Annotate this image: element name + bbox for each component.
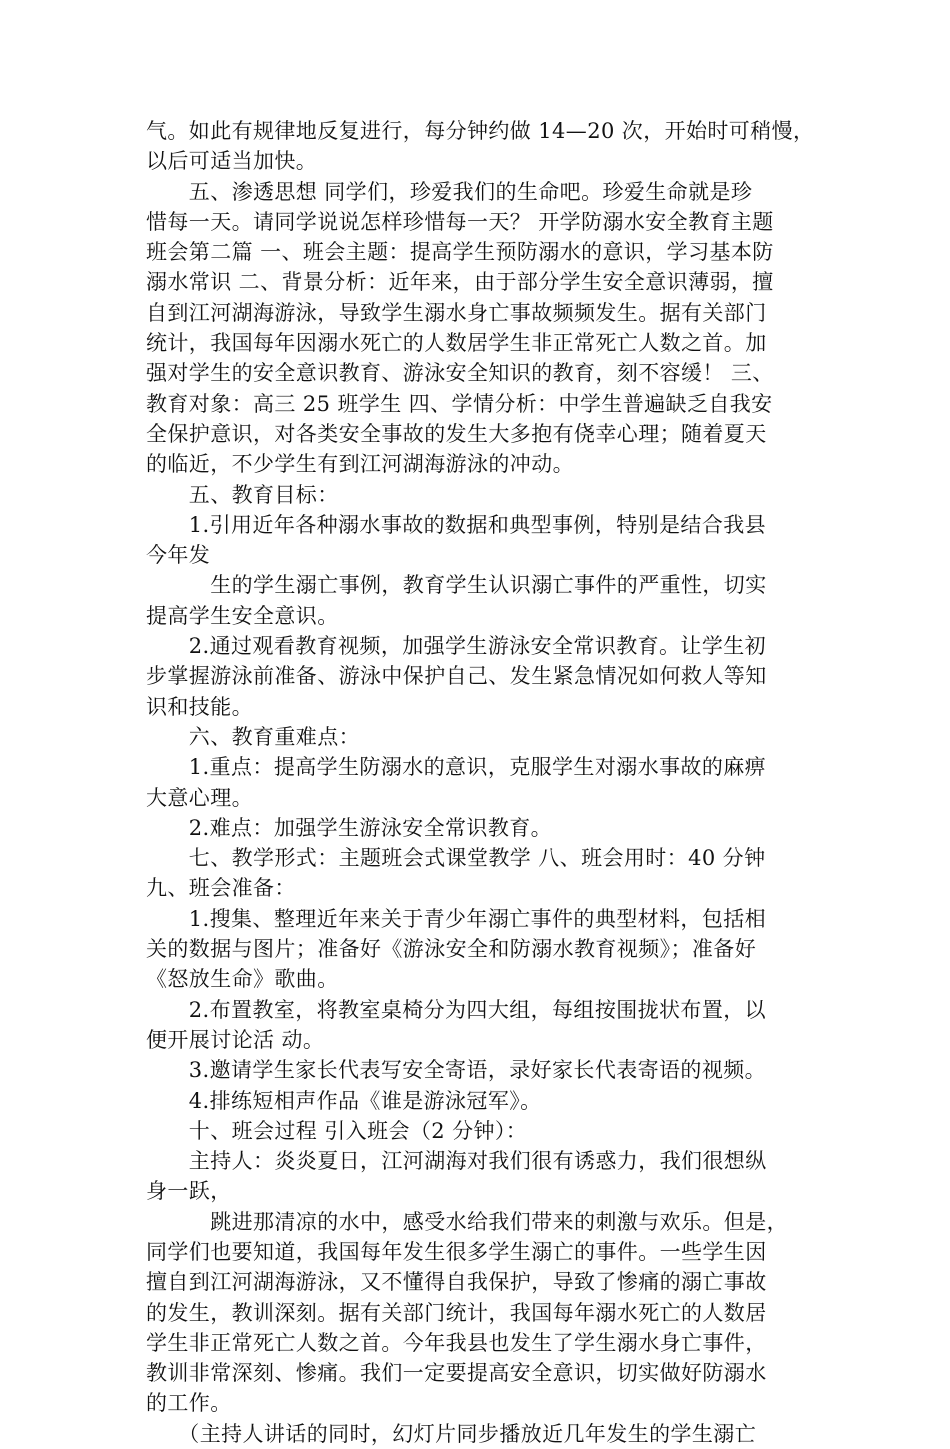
text-line: 教训非常深刻、惨痛。我们一定要提高安全意识，切实做好防溺水 <box>146 1361 767 1386</box>
text-line: 步掌握游泳前准备、游泳中保护自己、发生紧急情况如何救人等知 <box>146 664 767 689</box>
text-line: 跳进那清凉的水中，感受水给我们带来的刺激与欢乐。但是， <box>146 1209 788 1234</box>
text-line: 关的数据与图片；准备好《游泳安全和防溺水教育视频》；准备好 <box>146 937 757 962</box>
text-line: 今年发 <box>146 543 211 568</box>
text-line: 主持人：炎炎夏日，江河湖海对我们很有诱惑力，我们很想纵 <box>146 1149 767 1174</box>
text-line: 全保护意识，对各类安全事故的发生大多抱有侥幸心理；随着夏天 <box>146 421 767 446</box>
text-line: 擅自到江河湖海游泳，又不懂得自我保护，导致了惨痛的溺亡事故 <box>146 1270 767 1295</box>
text-line: 以后可适当加快。 <box>146 149 318 174</box>
text-line: 惜每一天。请同学说说怎样珍惜每一天？ 开学防溺水安全教育主题 <box>146 209 774 234</box>
text-line: 2.布置教室，将教室桌椅分为四大组，每组按围拢状布置，以 <box>146 997 767 1022</box>
text-line: 气。如此有规律地反复进行，每分钟约做 14—20 次，开始时可稍慢， <box>146 119 815 143</box>
text-line: 便开展讨论活 动。 <box>146 1027 325 1052</box>
text-line: 3.邀请学生家长代表写安全寄语，录好家长代表寄语的视频。 <box>146 1058 767 1083</box>
document-page <box>146 116 815 1449</box>
text-line: 《怒放生命》歌曲。 <box>146 967 339 992</box>
text-line: 七、教学形式：主题班会式课堂教学 八、班会用时：40 分钟 <box>146 846 766 871</box>
text-line: 六、教育重难点： <box>146 724 360 749</box>
text-line: 同学们也要知道，我国每年发生很多学生溺亡的事件。一些学生因 <box>146 1239 767 1264</box>
text-line: 班会第二篇 一、班会主题：提高学生预防溺水的意识，学习基本防 <box>146 240 774 265</box>
text-line: 强对学生的安全意识教育、游泳安全知识的教育，刻不容缓！ 三、 <box>146 361 774 386</box>
text-line: 自到江河湖海游泳，导致学生溺水身亡事故频频发生。据有关部门 <box>146 300 767 325</box>
text-line: 1.搜集、整理近年来关于青少年溺亡事件的典型材料，包括相 <box>146 906 767 931</box>
text-line: 识和技能。 <box>146 694 253 719</box>
text-line: 统计，我国每年因溺水死亡的人数居学生非正常死亡人数之首。加 <box>146 331 767 356</box>
text-line: 教育对象：高三 25 班学生 四、学情分析：中学生普遍缺乏自我安 <box>146 391 773 416</box>
text-line: 溺水常识 二、背景分析：近年来，由于部分学生安全意识薄弱，擅 <box>146 270 774 295</box>
text-line: 1.重点：提高学生防溺水的意识，克服学生对溺水事故的麻痹 <box>146 755 767 780</box>
text-line: 的临近，不少学生有到江河湖海游泳的冲动。 <box>146 452 574 477</box>
text-line: 1.引用近年各种溺水事故的数据和典型事例，特别是结合我县 <box>146 512 767 537</box>
text-line: 2.通过观看教育视频，加强学生游泳安全常识教育。让学生初 <box>146 634 767 659</box>
text-line: 大意心理。 <box>146 785 253 810</box>
text-line: 九、班会准备： <box>146 876 296 901</box>
text-line: 十、班会过程 引入班会（2 分钟）： <box>146 1118 528 1143</box>
text-line: 的发生，教训深刻。据有关部门统计，我国每年溺水死亡的人数居 <box>146 1300 767 1325</box>
text-line: （主持人讲话的同时，幻灯片同步播放近几年发生的学生溺亡 <box>146 1421 757 1446</box>
text-line: 五、渗透思想 同学们，珍爱我们的生命吧。珍爱生命就是珍 <box>146 179 753 204</box>
text-line: 生的学生溺亡事例，教育学生认识溺亡事件的严重性，切实 <box>146 573 767 598</box>
text-line: 的工作。 <box>146 1391 232 1416</box>
text-line: 2.难点：加强学生游泳安全常识教育。 <box>146 815 553 840</box>
text-line: 4.排练短相声作品《谁是游泳冠军》。 <box>146 1088 542 1113</box>
text-line: 五、教育目标： <box>146 482 339 507</box>
text-line: 学生非正常死亡人数之首。今年我县也发生了学生溺水身亡事件， <box>146 1330 767 1355</box>
text-line: 身一跃， <box>146 1179 232 1204</box>
text-line: 提高学生安全意识。 <box>146 603 339 628</box>
